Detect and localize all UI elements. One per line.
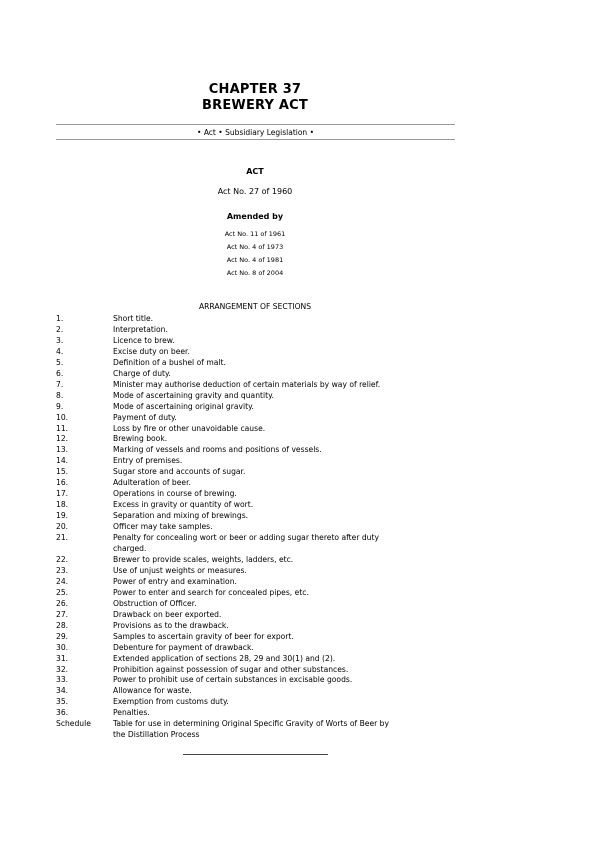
section-number: 26. <box>56 598 69 608</box>
section-number: 10. <box>56 412 69 422</box>
section-number: 4. <box>56 346 64 356</box>
section-title <box>113 445 456 456</box>
section-title <box>113 391 456 402</box>
section-title-continuation: charged. <box>113 544 147 554</box>
section-title-text: Officer may take samples. <box>113 522 213 532</box>
section-row[interactable] <box>56 555 456 566</box>
section-title <box>113 424 456 435</box>
section-row[interactable] <box>56 402 456 413</box>
amendment-item: Act No. 4 of 1973 <box>226 243 284 251</box>
amendment-item: Act No. 11 of 1961 <box>224 230 286 238</box>
section-row[interactable] <box>56 632 456 643</box>
section-title-text: Separation and mixing of brewings. <box>113 511 249 521</box>
section-number: 31. <box>56 653 69 663</box>
section-title-text: Power to prohibit use of certain substances in excisable goods. <box>113 675 353 685</box>
section-row[interactable] <box>56 478 456 489</box>
section-number: 33. <box>56 675 69 685</box>
section-row[interactable] <box>56 511 456 522</box>
section-number: 5. <box>56 357 64 367</box>
section-title <box>113 478 456 489</box>
section-number: 36. <box>56 708 69 718</box>
section-row[interactable] <box>56 424 456 435</box>
section-number: 21. <box>56 533 69 543</box>
section-title-text: Short title. <box>113 314 154 323</box>
nav-bullet: • <box>309 128 315 137</box>
section-row[interactable] <box>56 533 456 555</box>
section-title-text: Use of unjust weights or measures. <box>113 565 247 575</box>
section-title-text: Provisions as to the drawback. <box>113 620 229 630</box>
section-row[interactable] <box>56 522 456 533</box>
section-title <box>113 697 456 708</box>
section-number: 29. <box>56 631 69 641</box>
section-title-text: Debenture for payment of drawback. <box>113 642 254 652</box>
section-row[interactable] <box>56 445 456 456</box>
section-title <box>113 500 456 511</box>
section-row[interactable] <box>56 719 456 741</box>
section-row[interactable] <box>56 467 456 478</box>
section-row[interactable] <box>56 456 456 467</box>
legislation-nav <box>56 128 455 137</box>
section-row[interactable] <box>56 643 456 654</box>
section-title <box>113 621 456 632</box>
act-number: Act No. 27 of 1960 <box>217 187 293 196</box>
bottom-divider <box>56 139 455 140</box>
section-title <box>113 719 456 741</box>
section-title-text: Prohibition against possession of sugar and other substances. <box>113 664 349 674</box>
amendment-item: Act No. 4 of 1981 <box>226 256 284 264</box>
section-number: 14. <box>56 456 69 466</box>
section-number: 7. <box>56 379 64 389</box>
section-title-text: Samples to ascertain gravity of beer for export. <box>113 631 294 641</box>
subsidiary-legislation-link[interactable]: Subsidiary Legislation <box>225 128 308 137</box>
section-title <box>113 599 456 610</box>
section-title <box>113 577 456 588</box>
section-title-text: Mode of ascertaining original gravity. <box>113 401 254 411</box>
section-title <box>113 434 456 445</box>
section-title-text: Definition of a bushel of malt. <box>113 357 226 367</box>
act-title: BREWERY ACT <box>202 98 308 113</box>
section-title-text: Licence to brew. <box>113 335 175 345</box>
section-number: 2. <box>56 324 64 334</box>
section-title-text: Excess in gravity or quantity of wort. <box>113 500 254 510</box>
section-title-text: Extended application of sections 28, 29 and 30(1) and (2). <box>113 653 336 663</box>
section-title <box>113 489 456 500</box>
section-title-text: Payment of duty. <box>113 412 177 422</box>
section-title <box>113 665 456 676</box>
act-link[interactable]: Act <box>203 128 216 137</box>
section-title <box>113 358 456 369</box>
section-row[interactable] <box>56 610 456 621</box>
section-row[interactable] <box>56 686 456 697</box>
section-row[interactable] <box>56 325 456 336</box>
section-title-text: Minister may authorise deduction of certain materials by way of relief. <box>113 379 381 389</box>
section-number: 27. <box>56 609 69 619</box>
arrangement-heading: ARRANGEMENT OF SECTIONS <box>198 302 312 311</box>
section-title-text: Marking of vessels and rooms and positions of vessels. <box>113 445 322 455</box>
nav-bullet: • <box>218 128 223 137</box>
section-row[interactable] <box>56 654 456 665</box>
section-row[interactable] <box>56 347 456 358</box>
section-title-text: Adulteration of beer. <box>113 478 191 488</box>
section-title-continuation: the Distillation Process <box>113 730 200 740</box>
end-divider <box>183 754 328 755</box>
section-number: 22. <box>56 554 69 564</box>
section-row[interactable] <box>56 380 456 391</box>
section-number: 35. <box>56 697 69 707</box>
section-title-text: Mode of ascertaining gravity and quantity. <box>113 390 274 400</box>
section-row[interactable] <box>56 369 456 380</box>
section-number: 34. <box>56 686 69 696</box>
section-title <box>113 369 456 380</box>
section-title <box>113 533 456 555</box>
section-number: 13. <box>56 445 69 455</box>
section-row[interactable] <box>56 566 456 577</box>
section-title <box>113 675 456 686</box>
act-heading: ACT <box>246 167 264 176</box>
section-number: 32. <box>56 664 69 674</box>
section-title-text: Interpretation. <box>113 324 168 334</box>
section-title <box>113 588 456 599</box>
section-title-text: Penalties. <box>113 708 150 718</box>
amendment-item: Act No. 8 of 2004 <box>226 269 284 277</box>
section-title <box>113 314 456 325</box>
section-row[interactable] <box>56 358 456 369</box>
section-title <box>113 456 456 467</box>
section-title-text: Power of entry and examination. <box>113 576 237 586</box>
section-number: 3. <box>56 335 64 345</box>
section-title <box>113 566 456 577</box>
section-number: 9. <box>56 401 64 411</box>
section-number: 20. <box>56 522 69 532</box>
section-row[interactable] <box>56 413 456 424</box>
section-row[interactable] <box>56 599 456 610</box>
nav-bullet: • <box>196 128 202 137</box>
section-number: 30. <box>56 642 69 652</box>
section-title-text: Excise duty on beer. <box>113 346 190 356</box>
section-number: 25. <box>56 587 69 597</box>
section-number: 23. <box>56 565 69 575</box>
section-number: 6. <box>56 368 64 378</box>
section-row[interactable] <box>56 665 456 676</box>
section-number: 11. <box>56 423 69 433</box>
section-row[interactable] <box>56 621 456 632</box>
section-row[interactable] <box>56 588 456 599</box>
section-title-text: Obstruction of Officer. <box>113 598 197 608</box>
section-number: Schedule <box>56 719 91 729</box>
section-title <box>113 380 456 391</box>
section-title <box>113 347 456 358</box>
section-title <box>113 632 456 643</box>
section-title <box>113 336 456 347</box>
section-row[interactable] <box>56 500 456 511</box>
section-number: 24. <box>56 576 69 586</box>
section-row[interactable] <box>56 391 456 402</box>
section-title <box>113 654 456 665</box>
section-title <box>113 467 456 478</box>
top-divider <box>56 124 455 125</box>
section-title <box>113 555 456 566</box>
section-row[interactable] <box>56 336 456 347</box>
section-number: 1. <box>56 314 64 323</box>
section-title-text: Exemption from customs duty. <box>113 697 229 707</box>
section-number: 18. <box>56 500 69 510</box>
chapter-number: CHAPTER 37 <box>208 82 302 97</box>
section-row[interactable] <box>56 697 456 708</box>
section-title-text: Brewing book. <box>113 434 168 444</box>
section-row[interactable] <box>56 708 456 719</box>
section-title-text: Brewer to provide scales, weights, ladders, etc. <box>113 554 294 564</box>
section-title-text: Sugar store and accounts of sugar. <box>113 467 246 477</box>
section-number: 19. <box>56 511 69 521</box>
amended-by-label: Amended by <box>226 212 284 221</box>
section-number: 28. <box>56 620 69 630</box>
section-number: 12. <box>56 434 69 444</box>
section-title <box>113 325 456 336</box>
section-title <box>113 708 456 719</box>
section-row[interactable] <box>56 577 456 588</box>
section-row[interactable] <box>56 675 456 686</box>
section-title <box>113 610 456 621</box>
section-title <box>113 402 456 413</box>
section-title-text: Penalty for concealing wort or beer or adding sugar thereto after duty <box>113 533 379 543</box>
section-title-text: Power to enter and search for concealed pipes, etc. <box>113 587 309 597</box>
section-row[interactable] <box>56 314 456 325</box>
section-title-text: Loss by fire or other unavoidable cause. <box>113 423 266 433</box>
section-title <box>113 511 456 522</box>
section-number: 16. <box>56 478 69 488</box>
section-title-text: Table for use in determining Original Specific Gravity of Worts of Beer by <box>113 719 389 729</box>
section-title-text: Operations in course of brewing. <box>113 489 237 499</box>
section-title-text: Drawback on beer exported. <box>113 609 222 619</box>
section-number: 15. <box>56 467 69 477</box>
section-title <box>113 522 456 533</box>
section-title-text: Entry of premises. <box>113 456 183 466</box>
section-title-text: Allowance for waste. <box>113 686 192 696</box>
section-number: 8. <box>56 390 64 400</box>
section-title-text: Charge of duty. <box>113 368 171 378</box>
section-title <box>113 643 456 654</box>
section-row[interactable] <box>56 434 456 445</box>
section-title <box>113 686 456 697</box>
section-title <box>113 413 456 424</box>
sections-list <box>56 314 456 741</box>
section-row[interactable] <box>56 489 456 500</box>
section-number: 17. <box>56 489 69 499</box>
